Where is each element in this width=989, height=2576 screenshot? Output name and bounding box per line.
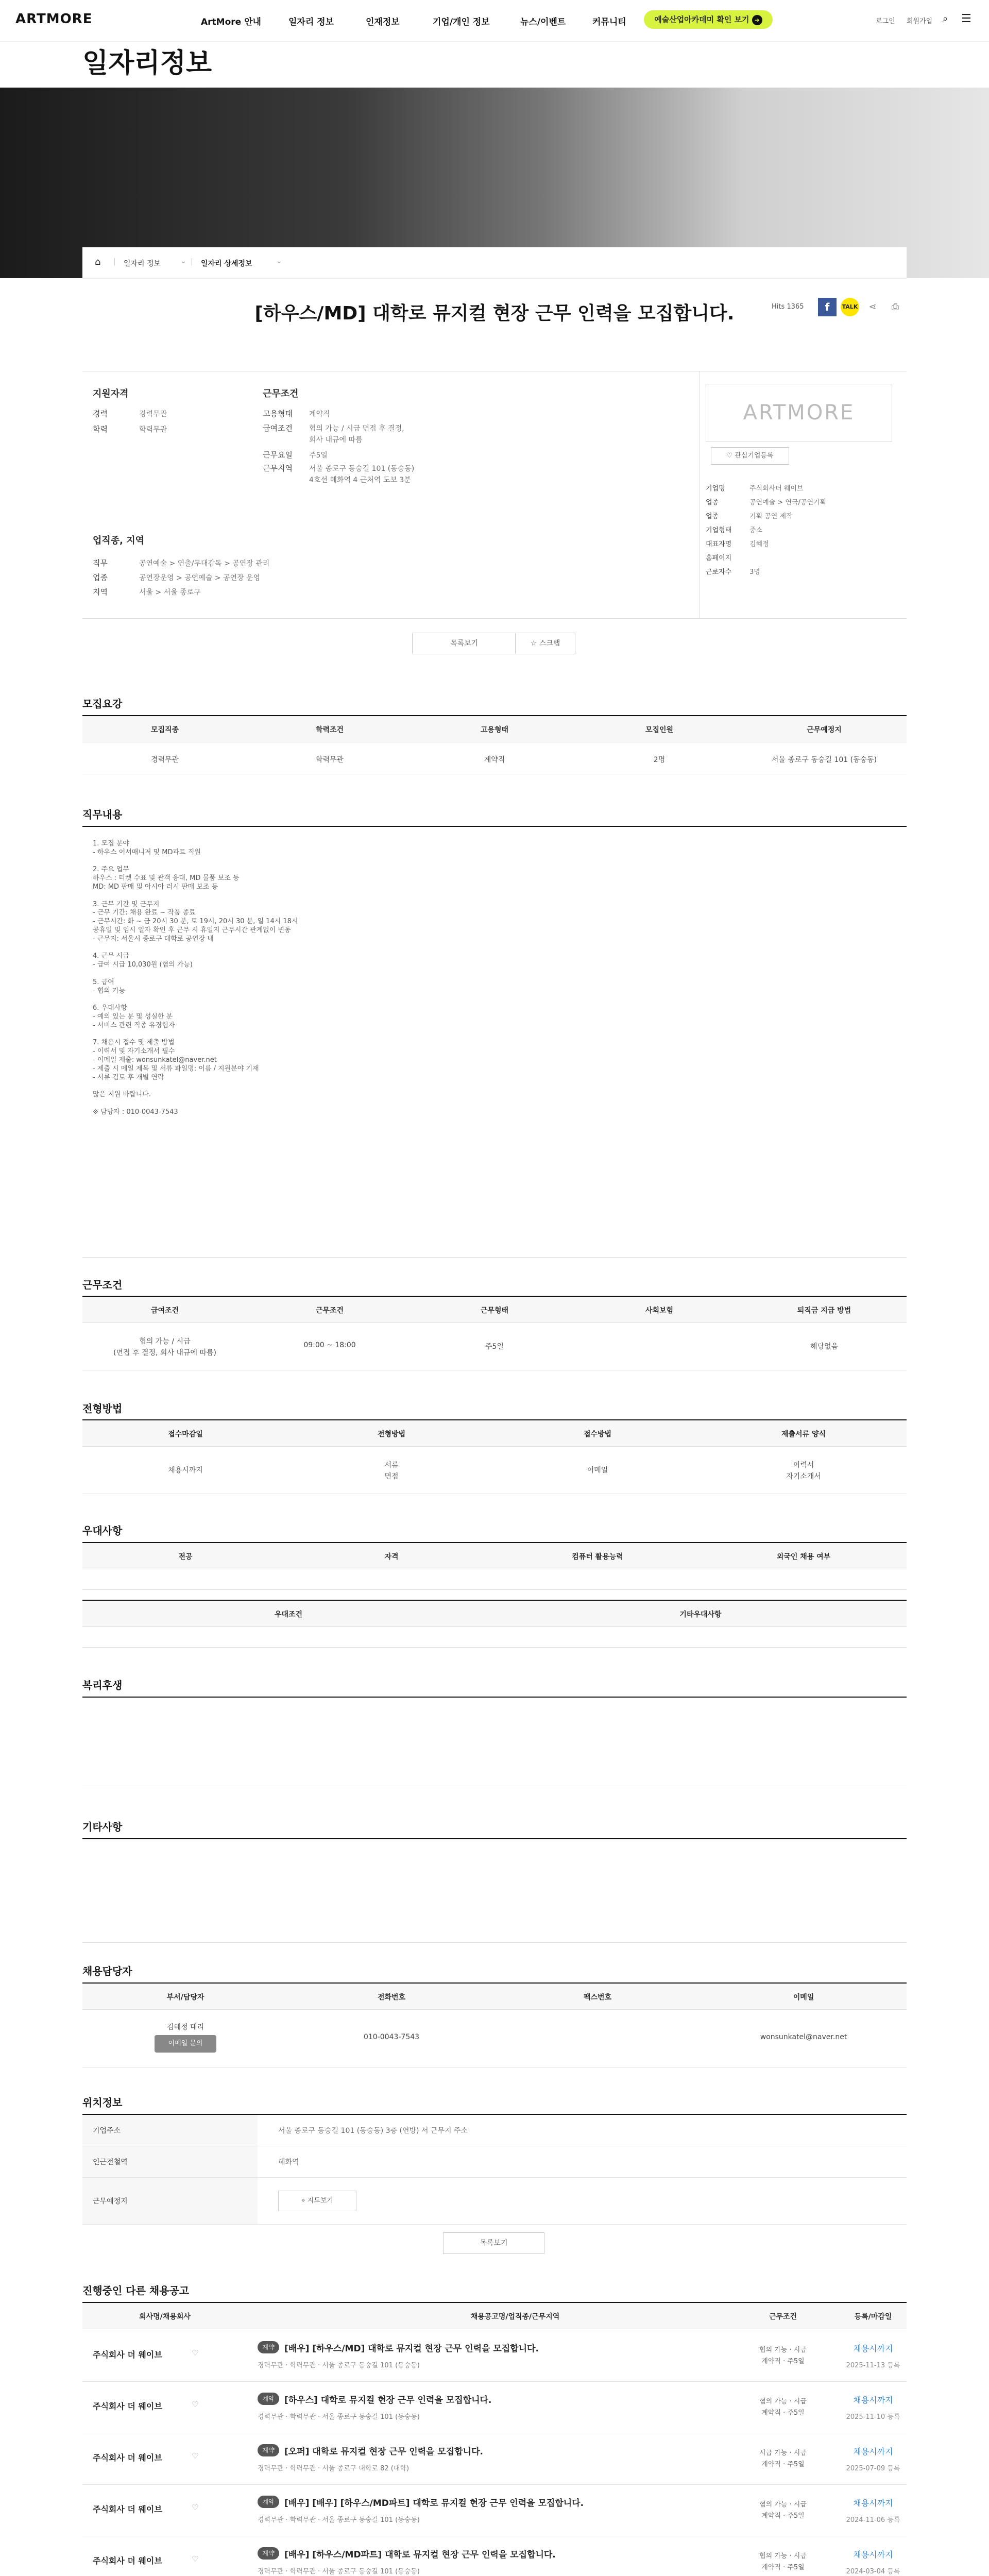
col-header: 근무조건 [315,1307,344,1315]
map-view-button[interactable] [278,2191,356,2211]
conditions-title: 근무조건 [263,388,299,399]
location-row [82,2146,907,2178]
col-header: 퇴직금 지급 방법 [797,1307,851,1315]
duties-line: - 이메일 제출: wonsunkatel@naver.net [93,1056,217,1064]
heart-icon[interactable]: ♡ [192,2348,199,2358]
etc-title: 기타사항 [82,1821,123,1833]
divider [82,618,907,619]
cell: 2명 [653,756,666,764]
job-list-item[interactable] [82,2381,907,2433]
job-list-title[interactable]: [하우스] 대학로 뮤지컬 현장 근무 인력을 모집합니다. [284,2395,492,2405]
job-list-type: 계약직 · 주5일 [761,2358,805,2365]
job-list-type: 계약직 · 주5일 [761,2409,805,2417]
industry-value: 서울 > 서울 종로구 [139,588,201,597]
heart-icon[interactable]: ♡ [192,2503,199,2512]
cond-key: 근무지역 [263,464,293,473]
job-type-badge: 계약 [258,2547,279,2560]
follow-company-button[interactable] [711,447,789,465]
cond-value: 4호선 혜화역 4 근처역 도보 3분 [309,476,411,484]
col-header: 접수마감일 [168,1430,203,1438]
job-list-status: 채용시까지 [853,2498,893,2508]
col-header: 회사명/채용회사 [139,2313,191,2321]
duties-line: - 이력서 및 자기소개서 필수 [93,1047,175,1056]
process-title: 전형방법 [82,1402,123,1415]
company-key: 근로자수 [706,568,732,576]
duties-line [93,995,865,1004]
company-key: 기업명 [706,485,725,493]
job-list-title[interactable]: [오퍼] 대학로 뮤지컬 현장 근무 인력을 모집합니다. [284,2447,483,2457]
company-key: 홈페이지 [706,554,732,562]
preference-title: 우대사항 [82,1524,123,1537]
cell: 010-0043-7543 [363,2033,420,2041]
job-list-status: 채용시까지 [853,2550,893,2560]
cell: 09:00 ~ 18:00 [303,1341,356,1349]
table-row [82,1447,907,1494]
job-list-item[interactable] [82,2330,907,2382]
col-header: 자격 [384,1553,399,1561]
duties-line [93,857,865,866]
job-type-badge: 계약 [258,2496,279,2508]
industry-value: 공연예술 > 연출/무대감독 > 공연장 관리 [139,560,270,568]
company-name[interactable]: 주식회사 더 웨이브 [93,2350,162,2360]
col-header: 접수방법 [583,1430,612,1438]
manager-title: 채용담당자 [82,1965,132,1977]
duties-line: - 예의 있는 분 및 성실한 분 [93,1012,173,1021]
col-header: 부서/담당자 [166,1993,204,2002]
job-list-status: 채용시까지 [853,2395,893,2405]
cond-value: 서울 종로구 동숭길 101 (동숭동) [309,465,415,473]
recruit-table-header [82,716,907,742]
duties-line: 공휴일 및 임시 일자 확인 후 근무 시 휴일지 근무시간 관계없이 변동 [93,926,291,934]
chevron-down-icon[interactable]: ⌄ [276,257,282,265]
duties-line [93,892,865,901]
view-count-label: Hits [772,303,785,311]
home-icon[interactable]: ⌂ [95,257,101,267]
cell: wonsunkatel@naver.net [760,2033,847,2041]
duties-line: 4. 근무 시급 [93,952,129,960]
job-list-type: 계약직 · 주5일 [761,2512,805,2520]
duties-line: - 서비스 관련 직종 유경험자 [93,1021,175,1029]
col-header: 컴퓨터 활용능력 [572,1553,623,1561]
preference-table-header [82,1543,907,1569]
divider [82,1942,907,1943]
job-list-meta: 경력무관 · 학력무관 · 서울 종로구 동숭길 101 (동숭동) [258,2413,420,2421]
list-button-bottom[interactable]: 목록보기 [443,2232,544,2254]
job-list-item[interactable] [82,2536,907,2576]
duties-line: 하우스 : 티켓 수표 및 관객 응대, MD 물품 보조 등 [93,874,240,883]
industry-key: 직무 [93,558,108,568]
company-value: 공연예술 > 연극/공연기획 [749,499,827,506]
welfare-title: 복리후생 [82,1679,123,1691]
col-header: 등록/마감일 [854,2313,892,2321]
col-header: 전화번호 [377,1993,406,2002]
page-title: 일자리정보 [82,48,212,79]
duties-line [93,1099,865,1108]
qual-key: 경력 [93,409,108,418]
duties-line: 7. 채용시 접수 및 제출 방법 [93,1039,175,1047]
job-list-type: 계약직 · 주5일 [761,2564,805,2571]
heart-icon[interactable]: ♡ [192,2451,199,2461]
col-header: 근무형태 [480,1307,509,1315]
col-header: 전공 [178,1553,193,1561]
process-table-header [82,1420,907,1447]
col-header: 제출서류 양식 [781,1430,826,1438]
menu-talent[interactable]: 인재정보 [366,17,400,27]
duties-line: - 협의 가능 [93,987,126,995]
company-name[interactable]: 주식회사 더 웨이브 [93,2453,162,2463]
col-header: 전형방법 [377,1430,406,1438]
col-header: 학력조건 [315,726,344,734]
job-list-pay: 협의 가능 · 시급 [759,2398,807,2405]
job-list-meta: 경력무관 · 학력무관 · 서울 종로구 동숭길 101 (동숭동) [258,2516,420,2524]
duties-line: 많은 지원 바랍니다. [93,1091,151,1099]
duties-line: - 서류 검토 후 개별 연락 [93,1073,164,1081]
job-list-date: 2025-11-13 등록 [846,2362,900,2369]
company-key: 대표자명 [706,540,732,548]
divider [82,1589,907,1590]
job-list-title[interactable]: [배우] [하우스/MD] 대학로 뮤지컬 현장 근무 인력을 모집합니다. [284,2344,539,2354]
cell: 이력서 [793,1461,814,1469]
worktime-table-header [82,1297,907,1323]
job-list-meta: 경력무관 · 학력무관 · 서울 종로구 동숭길 101 (동숭동) [258,2362,420,2369]
company-value: 주식회사더 웨이브 [749,485,804,493]
cell: 해당없음 [810,1343,839,1351]
manager-table-header [82,1984,907,2010]
divider [82,1838,907,1839]
job-list-title[interactable]: [배우] [배우] [하우스/MD파트] 대학로 뮤지컬 현장 근무 인력을 모집합니다. [284,2498,584,2509]
cell: 서울 종로구 동숭길 101 (동숭동) [771,756,877,764]
search-icon[interactable]: ⌕ [943,13,948,24]
divider: | [191,258,193,266]
cond-value: 협의 가능 / 시급 면접 후 결정, [309,425,404,433]
duties-line: 6. 우대사항 [93,1004,127,1012]
view-count-value: 1365 [787,303,804,311]
arrow-right-icon: ➜ [752,15,762,25]
cond-value: 주5일 [309,451,328,460]
duties-line [93,970,865,978]
cell: 경력무관 [150,756,179,764]
duties-line: MD: MD 판매 및 아시아 러시 판매 보조 등 [93,883,218,891]
location-key: 기업주소 [93,2127,121,2135]
duties-line: - 근무시간: 화 ~ 금 20시 30 분, 토 19시, 20시 30 분, 일 14시 18시 [93,918,298,926]
menu-news[interactable]: 뉴스/이벤트 [520,17,566,27]
duties-line: 3. 근무 기간 및 근무지 [93,900,160,908]
cell: 협의 가능 / 시급 [139,1337,191,1346]
duties-line [93,944,865,953]
scrap-button[interactable] [515,633,575,654]
job-list-status: 채용시까지 [853,2344,893,2353]
heart-icon[interactable]: ♡ [192,2554,199,2564]
heart-icon: ♡ [726,452,733,460]
industry-value: 공연장운영 > 공연예술 > 공연장 운영 [139,574,261,582]
job-type-badge: 계약 [258,2393,279,2405]
divider [82,1647,907,1648]
divider: | [113,258,116,266]
email-inquiry-button[interactable]: 이메일 문의 [155,2035,216,2053]
hamburger-menu-icon[interactable]: ☰ [961,12,971,25]
login-link[interactable]: 로그인 [876,18,895,25]
cell: 김혜정 대리 [166,2023,204,2031]
breadcrumb-detail[interactable]: 일자리 상세정보 [201,260,252,268]
scrap-label: 스크랩 [539,639,560,648]
col-header: 근무예정지 [807,726,842,734]
cond-key: 고용형태 [263,409,293,418]
heart-icon[interactable]: ♡ [192,2400,199,2409]
divider [82,1697,907,1698]
cell: (면접 후 결정, 회사 내규에 따름) [113,1349,216,1357]
map-pin-icon: ⌖ [301,2197,305,2205]
print-icon[interactable]: ⎙ [891,301,899,312]
col-header: 근무조건 [769,2313,797,2321]
job-list-item[interactable] [82,2433,907,2485]
divider [82,1257,907,1258]
location-value: 서울 종로구 동숭길 101 (동숭동) 3층 (연방) 서 근무지 주소 [278,2127,468,2135]
col-header: 이메일 [793,1993,814,2002]
job-list-pay: 협의 가능 · 시급 [759,2346,807,2354]
duties-line: - 근무지: 서울시 종로구 대학로 공연장 내 [93,935,214,943]
map-view-label: 지도보기 [307,2197,333,2205]
breadcrumb-jobs[interactable]: 일자리 정보 [124,260,161,268]
cond-value: 계약직 [309,410,330,418]
cell: 채용시까지 [168,1466,203,1475]
duties-body [93,840,865,1117]
industry-key: 업종 [93,573,108,582]
cell: 서류 [384,1461,399,1469]
duties-line: ※ 담당자 : 010-0043-7543 [93,1108,178,1116]
breadcrumb [82,247,907,279]
site-logo[interactable]: ARTMORE [15,11,93,27]
duties-line: 2. 주요 업무 [93,866,129,874]
duties-line: - 제출 시 메일 제목 및 서류 파일명: 이름 / 지원분야 기재 [93,1064,259,1073]
cell: 주5일 [485,1343,504,1351]
company-jobs-title: 진행중인 다른 채용공고 [82,2284,190,2297]
col-header: 팩스번호 [583,1993,612,2002]
company-name[interactable]: 주식회사 더 웨이브 [93,2556,162,2566]
qualification-title: 지원자격 [93,388,129,399]
job-list-meta: 경력무관 · 학력무관 · 서울 종로구 대학로 82 (대학) [258,2465,410,2472]
job-list-pay: 협의 가능 · 시급 [759,2552,807,2560]
job-list-pay: 시급 가능 · 시급 [759,2449,807,2457]
duties-line: 1. 모집 분야 [93,840,129,848]
duties-line [93,1082,865,1091]
table-row [82,1324,907,1370]
company-key: 기업형태 [706,527,732,534]
duties-title: 직무내용 [82,808,123,821]
qual-value: 경력무관 [139,410,167,418]
job-list-date: 2024-11-06 등록 [846,2516,900,2524]
job-list-item[interactable] [82,2484,907,2536]
location-value: 혜화역 [278,2158,299,2166]
location-row [82,2178,907,2225]
preference-table-header-2 [82,1601,907,1627]
cell: 자기소개서 [786,1472,821,1481]
chevron-down-icon[interactable]: ⌄ [180,257,186,265]
duties-line: - 하우스 어셔매니저 및 MD파트 직원 [93,848,201,856]
job-title: [하우스/MD] 대학로 뮤지컬 현장 근무 인력을 모집합니다. [254,303,735,324]
table-row [82,743,907,774]
facebook-share-icon[interactable]: f [818,298,837,316]
job-list-date: 2025-11-10 등록 [846,2413,900,2421]
col-header: 급여조건 [150,1307,179,1315]
job-list-date: 2024-03-04 등록 [846,2568,900,2575]
industry-key: 지역 [93,587,108,597]
company-jobs-header [82,2303,907,2329]
company-value: 기획 공연 제작 [749,513,793,520]
promo-label: 예술산업아카데미 확인 보기 [654,15,749,24]
divider [82,826,907,827]
duties-line [93,1030,865,1039]
qual-key: 학력 [93,425,108,434]
cell: 이메일 [587,1466,608,1475]
share-icon[interactable]: ⋖ [868,301,877,312]
recruit-title: 모집요강 [82,698,123,710]
job-type-badge: 계약 [258,2444,279,2456]
worktime-title: 근무조건 [82,1279,123,1291]
company-name[interactable]: 주식회사 더 웨이브 [93,2504,162,2514]
duties-line: 5. 급여 [93,978,114,986]
col-header: 사회보험 [645,1307,674,1315]
job-list-type: 계약직 · 주5일 [761,2461,805,2468]
duties-line: - 급여 시급 10,030원 (협의 가능) [93,961,193,969]
job-list-meta: 경력무관 · 학력무관 · 서울 종로구 동숭길 101 (동숭동) [258,2568,420,2575]
cond-value: 회사 내규에 따름 [309,436,363,444]
location-key: 인근전철역 [93,2158,128,2166]
cell: 면접 [384,1472,399,1481]
industry-title: 업직종, 지역 [93,535,145,546]
col-header: 우대조건 [274,1611,303,1619]
view-count [772,303,804,311]
cell: 학력무관 [315,756,344,764]
list-button[interactable]: 목록보기 [412,633,516,654]
menu-about[interactable]: ArtMore 안내 [201,17,261,27]
company-name[interactable]: 주식회사 더 웨이브 [93,2401,162,2411]
company-value: 3명 [749,568,760,576]
job-type-badge: 계약 [258,2341,279,2353]
company-key: 업종 [706,513,719,520]
company-logo: ARTMORE [706,384,892,442]
job-list-pay: 협의 가능 · 시급 [759,2501,807,2509]
cell: 계약직 [484,756,505,764]
company-value: 중소 [749,527,763,534]
location-title: 위치정보 [82,2096,123,2109]
cond-key: 급여조건 [263,423,293,433]
col-header: 고용형태 [480,726,509,734]
duties-line: - 근무 기간: 채용 완료 ~ 작품 종료 [93,909,196,917]
menu-company[interactable]: 기업/개인 정보 [433,17,490,27]
star-icon: ☆ [530,639,537,648]
company-key: 업종 [706,499,719,506]
menu-jobs[interactable]: 일자리 정보 [288,17,334,27]
col-header: 채용공고명/업직종/근무지역 [470,2313,560,2321]
location-key: 근무예정지 [93,2197,128,2206]
top-nav [0,0,989,42]
col-header: 외국인 채용 여부 [776,1553,831,1561]
kakao-share-icon[interactable]: TALK [841,298,859,316]
follow-company-label: 관심기업등록 [735,452,774,460]
company-value: 김혜정 [749,540,769,548]
job-list-date: 2025-07-09 등록 [846,2465,900,2472]
job-list-title[interactable]: [배우] [하우스/MD파트] 대학로 뮤지컬 현장 근무 인력을 모집합니다. [284,2550,556,2560]
menu-community[interactable]: 커뮤니티 [592,17,626,27]
job-list-status: 채용시까지 [853,2447,893,2456]
col-header: 모집인원 [645,726,674,734]
qual-value: 학력무관 [139,426,167,434]
col-header: 기타우대사항 [679,1611,722,1619]
signup-link[interactable]: 회원가입 [907,18,933,25]
cond-key: 근무요일 [263,450,293,460]
location-row [82,2115,907,2146]
academy-promo-button[interactable] [644,10,773,29]
col-header: 모집직종 [150,726,179,734]
